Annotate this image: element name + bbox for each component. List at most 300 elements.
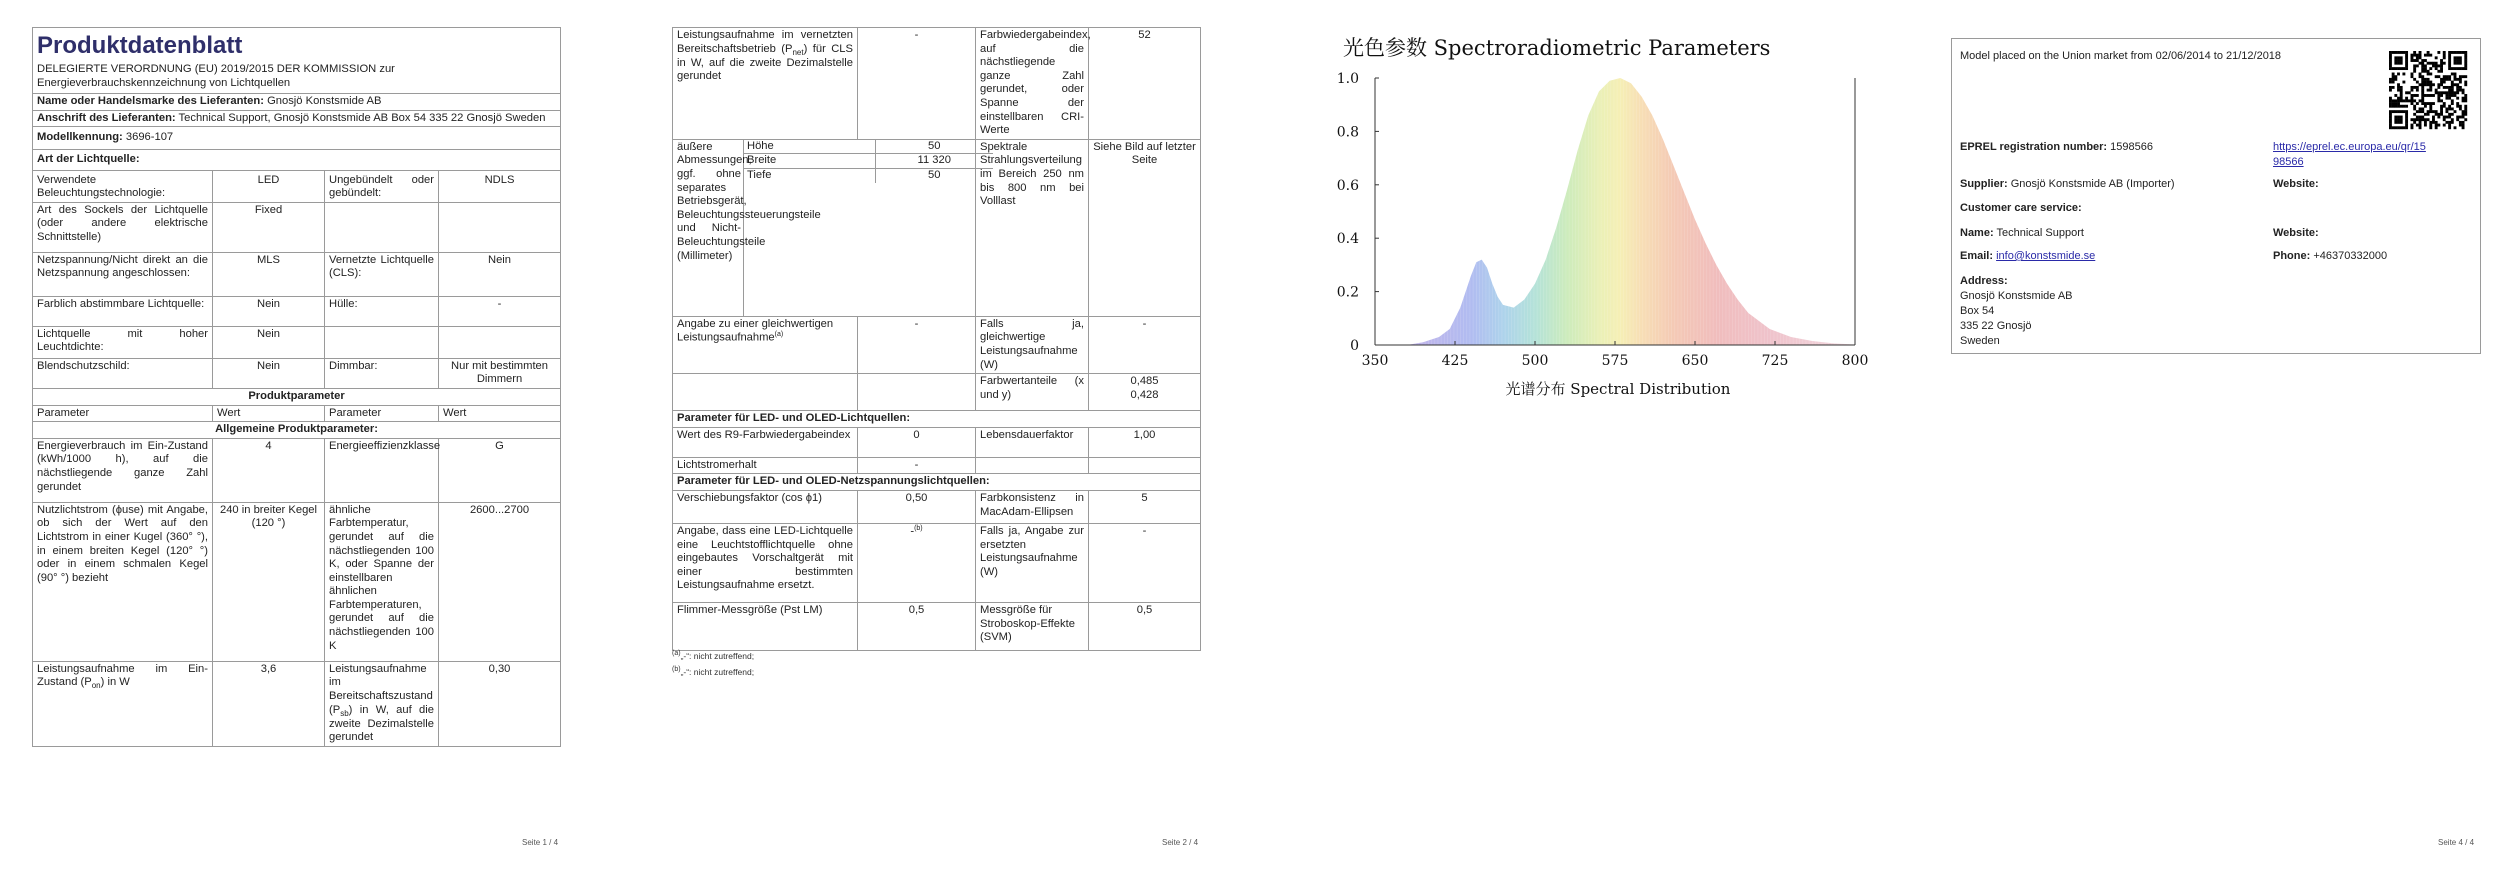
qr-module xyxy=(2459,75,2462,78)
qr-module xyxy=(2421,86,2424,89)
qr-module xyxy=(2389,97,2392,100)
qr-module xyxy=(2419,124,2422,127)
qr-module xyxy=(2411,73,2414,76)
mains-params-heading: Parameter für LED- und OLED-Netzspannungslichtquellen: xyxy=(677,475,990,488)
qr-module xyxy=(2419,75,2422,78)
qr-module xyxy=(2389,102,2392,105)
param-cct: ähnliche Farbtemperatur, gerundet auf die nächstliegenden 100 K, oder Spanne der einstellbaren ähnlichen Farbtemperaturen, gerundet auf die nächstliegenden 100 K xyxy=(325,502,439,661)
qr-module xyxy=(2437,99,2440,102)
qr-module xyxy=(2424,105,2427,108)
qr-module xyxy=(2402,51,2405,54)
qr-module xyxy=(2448,113,2451,116)
qr-module xyxy=(2462,126,2465,129)
datasheet-page-2 xyxy=(650,0,1270,887)
qr-module xyxy=(2448,62,2451,65)
qr-module xyxy=(2416,116,2419,119)
qr-module xyxy=(2462,116,2465,119)
qr-module xyxy=(2424,64,2427,67)
qr-module xyxy=(2397,62,2400,65)
param-equivalent-power: Angabe zu einer gleichwertigen Leistungsaufnahme$^{(a)}$ xyxy=(673,316,858,373)
qr-module xyxy=(2432,64,2435,67)
value-technology: LED xyxy=(213,170,325,202)
qr-module xyxy=(2437,86,2440,89)
qr-module xyxy=(2416,56,2419,59)
value-cct: 2600...2700 xyxy=(439,502,561,661)
qr-module xyxy=(2448,59,2451,62)
qr-module xyxy=(2443,116,2446,119)
col-header-param-2: Parameter xyxy=(325,405,439,422)
datasheet-page-1 xyxy=(0,0,620,887)
email-link[interactable]: info@konstsmide.se xyxy=(1996,250,2096,262)
qr-module xyxy=(2389,118,2392,121)
qr-module xyxy=(2464,75,2467,78)
qr-module xyxy=(2427,78,2430,81)
y-tick-label: 0.4 xyxy=(1336,231,1359,248)
qr-module xyxy=(2429,62,2432,65)
qr-module xyxy=(2451,118,2454,121)
param-power-factor: Verschiebungsfaktor (cos ϕ1) xyxy=(673,490,858,523)
qr-module xyxy=(2429,67,2432,70)
qr-module xyxy=(2394,94,2397,97)
qr-module xyxy=(2454,56,2457,59)
qr-module xyxy=(2394,59,2397,62)
qr-module xyxy=(2440,78,2443,81)
qr-module xyxy=(2429,54,2432,57)
qr-module xyxy=(2456,78,2459,81)
qr-module xyxy=(2448,94,2451,97)
product-datasheet-table xyxy=(32,27,561,747)
value-cri: 52 xyxy=(1089,28,1201,140)
value-directional: NDLS xyxy=(439,170,561,202)
datasheet-page-3 xyxy=(1295,0,1905,887)
qr-module xyxy=(2413,51,2416,54)
qr-module xyxy=(2400,99,2403,102)
qr-module xyxy=(2456,97,2459,100)
contact-name: Name: Technical Support xyxy=(1960,227,2084,239)
dimensions-table xyxy=(744,140,993,183)
qr-module xyxy=(2413,105,2416,108)
qr-module xyxy=(2437,51,2440,54)
qr-module xyxy=(2421,118,2424,121)
supplier-address-label: Anschrift des Lieferanten: xyxy=(37,111,176,124)
qr-module xyxy=(2462,121,2465,124)
qr-module xyxy=(2454,110,2457,113)
qr-module xyxy=(2459,62,2462,65)
qr-module xyxy=(2459,124,2462,127)
qr-module xyxy=(2419,118,2422,121)
qr-module xyxy=(2421,75,2424,78)
param-energy-class: Energieeffizienzklasse xyxy=(325,438,439,502)
qr-module xyxy=(2440,113,2443,116)
qr-module xyxy=(2416,110,2419,113)
qr-module xyxy=(2448,64,2451,67)
qr-module xyxy=(2405,56,2408,59)
qr-module xyxy=(2421,102,2424,105)
param-luminous-flux: Nutzlichtstrom (ϕuse) mit Angabe, ob sich der Wert auf den Lichtstrom in einer Kugel (360° °), in einem breiten Kegel (120° °) oder in einem schmalen Kegel (90° °) bezieht xyxy=(33,502,213,661)
qr-module xyxy=(2389,124,2392,127)
supplier-name: Gnosjö Konstsmide AB xyxy=(267,95,382,108)
qr-module xyxy=(2459,81,2462,84)
qr-module xyxy=(2456,102,2459,105)
qr-module xyxy=(2454,67,2457,70)
qr-module xyxy=(2448,75,2451,78)
qr-module xyxy=(2464,105,2467,108)
qr-module xyxy=(2445,91,2448,94)
empty-cell xyxy=(976,457,1089,474)
contact-phone: Phone: +46370332000 xyxy=(2273,250,2388,262)
qr-module xyxy=(2456,91,2459,94)
qr-module xyxy=(2451,86,2454,89)
qr-module xyxy=(2429,83,2432,86)
col-header-param-1: Parameter xyxy=(33,405,213,422)
qr-module xyxy=(2421,67,2424,70)
qr-module xyxy=(2411,99,2414,102)
qr-module xyxy=(2397,105,2400,108)
qr-module xyxy=(2405,54,2408,57)
qr-module xyxy=(2397,73,2400,76)
qr-module xyxy=(2443,105,2446,108)
param-energy-consumption: Energieverbrauch im Ein-Zustand (kWh/1000 h), auf die nächstliegende ganze Zahl gerundet xyxy=(33,438,213,502)
qr-module xyxy=(2389,110,2392,113)
value-empty-1 xyxy=(439,202,561,252)
eprel-link[interactable]: https://eprel.ec.europa.eu/qr/15 98566 xyxy=(2273,141,2426,168)
qr-module xyxy=(2448,116,2451,119)
qr-module xyxy=(2427,102,2430,105)
qr-module xyxy=(2389,99,2392,102)
qr-module xyxy=(2394,56,2397,59)
qr-module xyxy=(2397,67,2400,70)
qr-module xyxy=(2451,121,2454,124)
dim-depth-label: Tiefe xyxy=(747,168,772,181)
qr-module xyxy=(2400,94,2403,97)
qr-module xyxy=(2429,81,2432,84)
supplier-address: Technical Support, Gnosjö Konstsmide AB Box 54 335 22 Gnosjö Sweden xyxy=(178,111,546,124)
qr-module xyxy=(2405,118,2408,121)
x-tick-label: 500 xyxy=(1521,353,1549,369)
qr-module xyxy=(2400,56,2403,59)
supplier-website: Website: xyxy=(2273,178,2319,190)
qr-module xyxy=(2435,121,2438,124)
qr-module xyxy=(2429,89,2432,92)
qr-module xyxy=(2419,54,2422,57)
qr-module xyxy=(2462,67,2465,70)
value-replaced-watts: - xyxy=(1089,523,1201,602)
qr-module xyxy=(2427,89,2430,92)
qr-module xyxy=(2421,110,2424,113)
qr-module xyxy=(2445,86,2448,89)
x-tick-label: 575 xyxy=(1601,353,1629,369)
qr-module xyxy=(2451,67,2454,70)
qr-module xyxy=(2464,56,2467,59)
qr-module xyxy=(2394,118,2397,121)
customer-care-heading: Customer care service: xyxy=(1960,202,2082,214)
qr-module xyxy=(2440,59,2443,62)
value-empty-2 xyxy=(439,326,561,358)
qr-module xyxy=(2448,105,2451,108)
qr-module xyxy=(2421,99,2424,102)
qr-module xyxy=(2389,78,2392,81)
qr-module xyxy=(2464,81,2467,84)
qr-module xyxy=(2397,97,2400,100)
qr-module xyxy=(2394,51,2397,54)
qr-module xyxy=(2405,64,2408,67)
qr-module xyxy=(2421,62,2424,65)
qr-module xyxy=(2462,99,2465,102)
page-number: Seite 1 / 4 xyxy=(522,838,559,847)
qr-module xyxy=(2445,121,2448,124)
param-high-luminance: Lichtquelle mit hoher Leuchtdichte: xyxy=(33,326,213,358)
qr-module xyxy=(2445,107,2448,110)
qr-module xyxy=(2400,118,2403,121)
qr-module xyxy=(2427,110,2430,113)
qr-module xyxy=(2456,116,2459,119)
qr-module xyxy=(2464,51,2467,54)
value-energy-consumption: 4 xyxy=(213,438,325,502)
qr-module xyxy=(2421,97,2424,100)
qr-module xyxy=(2462,110,2465,113)
qr-module xyxy=(2392,73,2395,76)
qr-module xyxy=(2427,70,2430,73)
qr-module xyxy=(2394,78,2397,81)
qr-module xyxy=(2451,73,2454,76)
param-tunable: Farblich abstimmbare Lichtquelle: xyxy=(33,296,213,326)
param-directional: Ungebündelt oder gebündelt: xyxy=(325,170,439,202)
qr-module xyxy=(2451,107,2454,110)
qr-module xyxy=(2389,81,2392,84)
qr-module xyxy=(2451,113,2454,116)
param-networked-standby: Leistungsaufnahme im vernetzten Bereitschaftsbetrieb $(P_{net})$ für CLS in W, auf die zweite Dezimalstelle gerundet xyxy=(673,28,858,140)
qr-module xyxy=(2462,91,2465,94)
qr-module xyxy=(2397,118,2400,121)
qr-module xyxy=(2389,126,2392,129)
qr-module xyxy=(2445,94,2448,97)
qr-module xyxy=(2464,64,2467,67)
param-dimensions: äußere Abmessungen, ggf. ohne separates Betriebsgerät, Beleuchtungssteuerungsteile und Nicht-Beleuchtungsteile (Millimeter) xyxy=(673,139,744,316)
qr-module xyxy=(2429,110,2432,113)
qr-module xyxy=(2451,83,2454,86)
qr-module xyxy=(2448,56,2451,59)
qr-module xyxy=(2459,67,2462,70)
qr-module xyxy=(2427,83,2430,86)
param-macadam: Farbkonsistenz in MacAdam-Ellipsen xyxy=(976,490,1089,523)
qr-module xyxy=(2411,118,2414,121)
qr-module xyxy=(2443,86,2446,89)
qr-module xyxy=(2427,73,2430,76)
qr-module xyxy=(2432,62,2435,65)
qr-module xyxy=(2443,124,2446,127)
qr-module xyxy=(2419,116,2422,119)
qr-module xyxy=(2440,105,2443,108)
qr-module xyxy=(2402,99,2405,102)
qr-module xyxy=(2419,62,2422,65)
qr-module xyxy=(2424,54,2427,57)
param-equivalent-watts: Falls ja, gleichwertige Leistungsaufnahme (W) xyxy=(976,316,1089,373)
qr-module xyxy=(2421,78,2424,81)
param-standby: Leistungsaufnahme im Bereitschaftszustand $(P_{sb})$ in W, auf die zweite Dezimalstelle gerundet xyxy=(325,661,439,746)
qr-module xyxy=(2389,62,2392,65)
qr-module xyxy=(2451,94,2454,97)
contact-website: Website: xyxy=(2273,227,2319,239)
dim-width-label: Breite xyxy=(744,154,875,169)
supplier-name-label: Name oder Handelsmarke des Lieferanten: xyxy=(37,95,264,108)
qr-module xyxy=(2416,94,2419,97)
qr-module xyxy=(2427,113,2430,116)
qr-module xyxy=(2405,113,2408,116)
qr-module xyxy=(2405,51,2408,54)
qr-module xyxy=(2424,70,2427,73)
qr-module xyxy=(2464,99,2467,102)
qr-module xyxy=(2411,126,2414,129)
qr-module xyxy=(2392,126,2395,129)
qr-module xyxy=(2424,113,2427,116)
qr-module xyxy=(2389,113,2392,116)
qr-module xyxy=(2459,107,2462,110)
market-period: Model placed on the Union market from 02/06/2014 to 21/12/2018 xyxy=(1960,50,2282,62)
col-header-value-2: Wert xyxy=(439,405,561,422)
qr-module xyxy=(2424,67,2427,70)
qr-module xyxy=(2405,97,2408,100)
qr-module xyxy=(2411,89,2414,92)
qr-module xyxy=(2416,102,2419,105)
qr-module xyxy=(2416,86,2419,89)
qr-module xyxy=(2400,97,2403,100)
value-equivalent-watts: - xyxy=(1089,316,1201,373)
qr-module xyxy=(2440,62,2443,65)
qr-module xyxy=(2402,126,2405,129)
qr-module xyxy=(2464,62,2467,65)
qr-module xyxy=(2448,107,2451,110)
qr-module xyxy=(2419,83,2422,86)
y-tick-label: 0.2 xyxy=(1336,284,1359,301)
qr-module xyxy=(2400,67,2403,70)
qr-module xyxy=(2416,124,2419,127)
qr-module xyxy=(2462,113,2465,116)
qr-module xyxy=(2451,89,2454,92)
qr-module xyxy=(2402,81,2405,84)
qr-module xyxy=(2416,81,2419,84)
qr-module xyxy=(2405,121,2408,124)
qr-module xyxy=(2462,51,2465,54)
qr-module xyxy=(2437,70,2440,73)
qr-module xyxy=(2462,124,2465,127)
qr-module xyxy=(2389,86,2392,89)
qr-module xyxy=(2435,124,2438,127)
qr-module xyxy=(2456,83,2459,86)
y-tick-label: 0.6 xyxy=(1336,177,1359,194)
qr-module xyxy=(2448,121,2451,124)
qr-module xyxy=(2394,116,2397,119)
qr-module xyxy=(2464,110,2467,113)
qr-module xyxy=(2421,91,2424,94)
qr-module xyxy=(2435,91,2438,94)
value-replacement: -$^{(b)}$ xyxy=(858,523,976,602)
qr-module xyxy=(2462,75,2465,78)
x-tick-label: 725 xyxy=(1761,353,1789,369)
qr-module xyxy=(2435,56,2438,59)
qr-module xyxy=(2405,110,2408,113)
param-stroboscopic: Messgröße für Stroboskop-Effekte (SVM) xyxy=(976,602,1089,650)
value-lumen-maintenance: - xyxy=(858,457,976,474)
qr-module xyxy=(2443,118,2446,121)
qr-module xyxy=(2448,89,2451,92)
qr-module xyxy=(2440,64,2443,67)
qr-module xyxy=(2413,121,2416,124)
y-tick-label: 0.8 xyxy=(1336,124,1359,141)
qr-module xyxy=(2421,81,2424,84)
light-source-type-heading: Art der Lichtquelle: xyxy=(37,152,140,165)
qr-module xyxy=(2432,121,2435,124)
qr-module xyxy=(2400,51,2403,54)
qr-module xyxy=(2448,97,2451,100)
qr-module xyxy=(2419,51,2422,54)
qr-module xyxy=(2448,86,2451,89)
qr-module xyxy=(2392,75,2395,78)
qr-module xyxy=(2429,107,2432,110)
qr-module xyxy=(2421,107,2424,110)
x-axis-label: 光谱分布 Spectral Distribution xyxy=(1505,380,1731,398)
qr-module xyxy=(2397,83,2400,86)
empty-cell xyxy=(673,374,858,411)
qr-module xyxy=(2435,89,2438,92)
qr-module xyxy=(2432,94,2435,97)
qr-module xyxy=(2456,89,2459,92)
x-tick-label: 650 xyxy=(1681,353,1709,369)
qr-module xyxy=(2464,113,2467,116)
qr-module xyxy=(2413,67,2416,70)
qr-module xyxy=(2432,83,2435,86)
qr-module xyxy=(2454,73,2457,76)
qr-module xyxy=(2424,118,2427,121)
qr-module xyxy=(2424,78,2427,81)
qr-module xyxy=(2445,75,2448,78)
qr-module xyxy=(2421,94,2424,97)
param-replacement: Angabe, dass eine LED-Lichtquelle eine Leuchtstofflichtquelle ohne eingebautes Vorschaltgerät mit einer bestimmten Leistungsaufnahme ersetzt. xyxy=(673,523,858,602)
value-high-luminance: Nein xyxy=(213,326,325,358)
value-power-factor: 0,50 xyxy=(858,490,976,523)
qr-module xyxy=(2413,54,2416,57)
led-params-heading: Parameter für LED- und OLED-Lichtquellen: xyxy=(677,412,911,425)
qr-module xyxy=(2416,89,2419,92)
qr-module xyxy=(2397,51,2400,54)
qr-module xyxy=(2419,126,2422,129)
qr-module xyxy=(2424,83,2427,86)
param-envelope: Hülle: xyxy=(325,296,439,326)
qr-module xyxy=(2405,126,2408,129)
qr-module xyxy=(2451,99,2454,102)
qr-module xyxy=(2392,102,2395,105)
qr-module xyxy=(2394,99,2397,102)
qr-module xyxy=(2392,105,2395,108)
qr-module xyxy=(2394,110,2397,113)
value-flicker: 0,5 xyxy=(858,602,976,650)
footnote-a: $^{(a)}$„-“: nicht zutreffend; xyxy=(672,650,755,661)
qr-module xyxy=(2421,64,2424,67)
param-chromaticity: Farbwertanteile (x und y) xyxy=(976,374,1089,411)
param-lumen-maintenance: Lichtstromerhalt xyxy=(673,457,858,474)
qr-module xyxy=(2419,121,2422,124)
qr-module xyxy=(2451,81,2454,84)
value-tunable: Nein xyxy=(213,296,325,326)
qr-module xyxy=(2397,110,2400,113)
qr-module xyxy=(2413,59,2416,62)
value-mains: MLS xyxy=(213,252,325,296)
qr-module xyxy=(2416,64,2419,67)
qr-module xyxy=(2397,116,2400,119)
qr-module xyxy=(2394,121,2397,124)
value-envelope: - xyxy=(439,296,561,326)
dimensions-cell xyxy=(744,139,976,316)
qr-module xyxy=(2400,126,2403,129)
